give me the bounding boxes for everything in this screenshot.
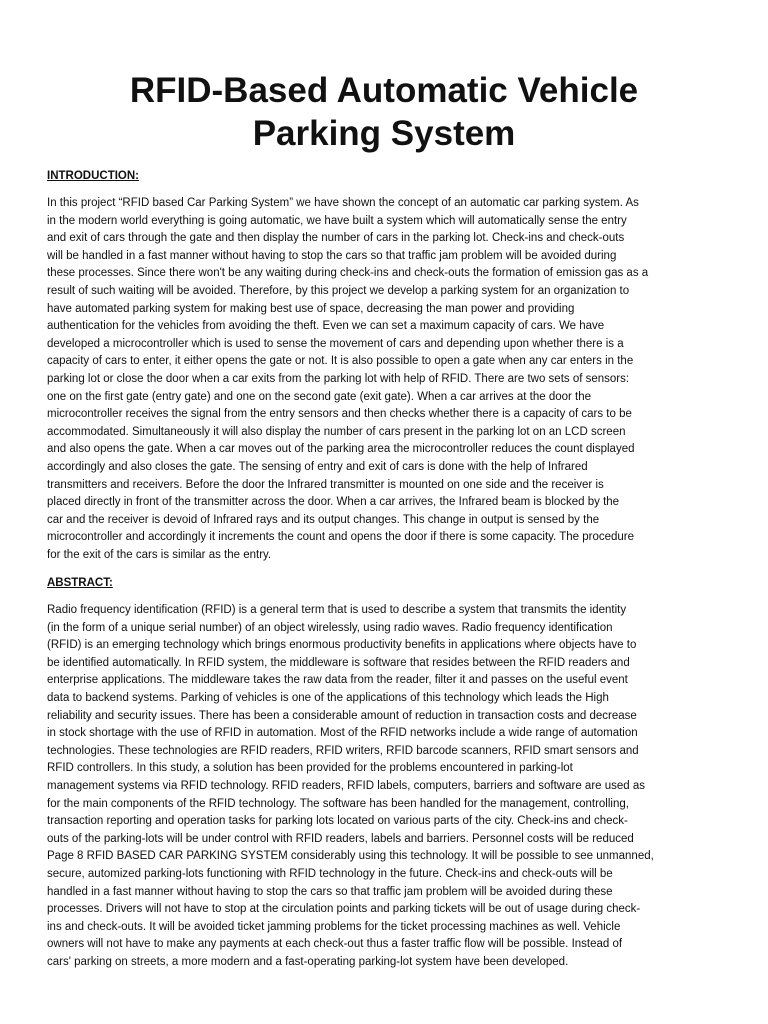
- paragraph-line: for the exit of the cars is similar as the entry.: [47, 548, 272, 561]
- paragraph-line: car and the receiver is devoid of Infrared rays and its output changes. This change in output is sensed by the: [47, 513, 600, 526]
- paragraph-line: one on the first gate (entry gate) and one on the second gate (exit gate). When a car arrives at the door the: [47, 390, 592, 403]
- paragraph-line: cars' parking on streets, a more modern and a fast-operating parking-lot system have been developed.: [47, 955, 569, 968]
- abstract-heading: ABSTRACT:: [47, 577, 113, 589]
- paragraph-line: parking lot or close the door when a car exits from the parking lot with help of RFID. There are two sets of sensors:: [47, 372, 630, 385]
- paragraph-line: transaction reporting and operation tasks for parking lots located on various parts of the city. Check-ins and check-: [47, 815, 628, 828]
- paragraph-line: will be handled in a fast manner without having to stop the cars so that traffic jam problem will be avoided during: [47, 249, 617, 262]
- paragraph-line: data to backend systems. Parking of vehicles is one of the applications of this technology which leads the High: [47, 691, 609, 704]
- paragraph-line: authentication for the vehicles from avoiding the theft. Even we can set a maximum capacity of cars. We have: [47, 320, 605, 333]
- paragraph-line: In this project “RFID based Car Parking System” we have shown the concept of an automatic car parking system. As: [47, 197, 639, 209]
- introduction-heading: INTRODUCTION:: [47, 170, 139, 182]
- paragraph-line: enterprise applications. The middleware takes the raw data from the reader, filter it and passes on the useful event: [47, 674, 628, 687]
- document-title: [40, 69, 728, 155]
- introduction-paragraph: [47, 195, 723, 564]
- paragraph-line: (RFID) is an emerging technology which brings enormous productivity benefits in applications where objects have to: [47, 639, 637, 652]
- paragraph-line: result of such waiting will be avoided. Therefore, by this project we develop a parking system for an organization to: [47, 284, 630, 297]
- paragraph-line: transmitters and receivers. Before the door the Infrared transmitter is mounted on one side and the receiver is: [47, 478, 604, 491]
- paragraph-line: these processes. Since there won't be any waiting during check-ins and check-outs the formation of emission gas as a: [47, 267, 649, 280]
- paragraph-line: microcontroller and accordingly it increments the count and opens the door if there is some capacity. The procedure: [47, 531, 635, 544]
- paragraph-line: developed a microcontroller which is used to sense the movement of cars and depending upon whether there is a: [47, 337, 624, 350]
- paragraph-line: (in the form of a unique serial number) of an object wirelessly, using radio waves. Radio frequency identification: [47, 621, 613, 634]
- paragraph-line: owners will not have to make any payments at each check-out thus a faster traffic flow will be possible. Instead of: [47, 938, 623, 951]
- paragraph-line: be identified automatically. In RFID system, the middleware is software that resides between the RFID readers and: [47, 656, 630, 669]
- paragraph-line: RFID controllers. In this study, a solution has been provided for the problems encountered in parking-lot: [47, 762, 573, 775]
- paragraph-line: secure, automized parking-lots functioning with RFID technology in the future. Check-ins and check-outs will be: [47, 867, 613, 880]
- title-line: RFID-Based Automatic Vehicle: [129, 71, 639, 111]
- paragraph-line: management systems via RFID technology. RFID readers, RFID labels, computers, barriers and software are used as: [47, 779, 646, 792]
- paragraph-line: outs of the parking-lots will be under control with RFID readers, labels and barriers. Personnel costs will be reduced: [47, 832, 634, 845]
- paragraph-line: and exit of cars through the gate and then display the number of cars in the parking lot. Check-ins and check-outs: [47, 232, 625, 245]
- paragraph-line: microcontroller receives the signal from the entry sensors and then checks whether there is a capacity of cars to be: [47, 408, 632, 421]
- paragraph-line: for the main components of the RFID technology. The software has been handled for the management, controlling,: [47, 797, 629, 810]
- paragraph-line: in the modern world everything is going automatic, we have built a system which will automatically sense the entry: [47, 214, 627, 227]
- paragraph-line: handled in a fast manner without having to stop the cars so that traffic jam problem will be avoided during these: [47, 885, 613, 898]
- paragraph-line: placed directly in front of the transmitter across the door. When a car arrives, the Infrared beam is blocked by the: [47, 496, 620, 509]
- paragraph-line: have automated parking system for making best use of space, decreasing the man power and providing: [47, 302, 575, 315]
- paragraph-line: Radio frequency identification (RFID) is a general term that is used to describe a system that transmits the identity: [47, 604, 627, 616]
- paragraph-line: accordingly and also closes the gate. The sensing of entry and exit of cars is done with the help of Infrared: [47, 460, 588, 473]
- abstract-paragraph: [47, 602, 723, 971]
- paragraph-line: technologies. These technologies are RFID readers, RFID writers, RFID barcode scanners, RFID smart sensors and: [47, 744, 639, 757]
- paragraph-line: ins and check-outs. It will be avoided ticket jamming problems for the ticket processing machines as well. Vehicle: [47, 920, 621, 933]
- title-line: Parking System: [252, 114, 516, 154]
- paragraph-line: and also opens the gate. When a car moves out of the parking area the microcontroller reduces the count displayed: [47, 443, 635, 456]
- paragraph-line: reliability and security issues. There has been a considerable amount of reduction in transaction costs and decrease: [47, 709, 637, 722]
- paragraph-line: Page 8 RFID BASED CAR PARKING SYSTEM considerably using this technology. It will be possible to see unmanned,: [47, 850, 654, 863]
- paragraph-line: accommodated. Simultaneously it will also display the number of cars present in the parking lot on an LCD screen: [47, 425, 626, 438]
- paragraph-line: in stock shortage with the use of RFID in automation. Most of the RFID networks include a wide range of automation: [47, 727, 638, 740]
- paragraph-line: capacity of cars to enter, it either opens the gate or not. It is also possible to open a gate when any car enters in the: [47, 355, 634, 368]
- paragraph-line: processes. Drivers will not have to stop at the circulation points and parking tickets will be out of usage during check-: [47, 903, 641, 916]
